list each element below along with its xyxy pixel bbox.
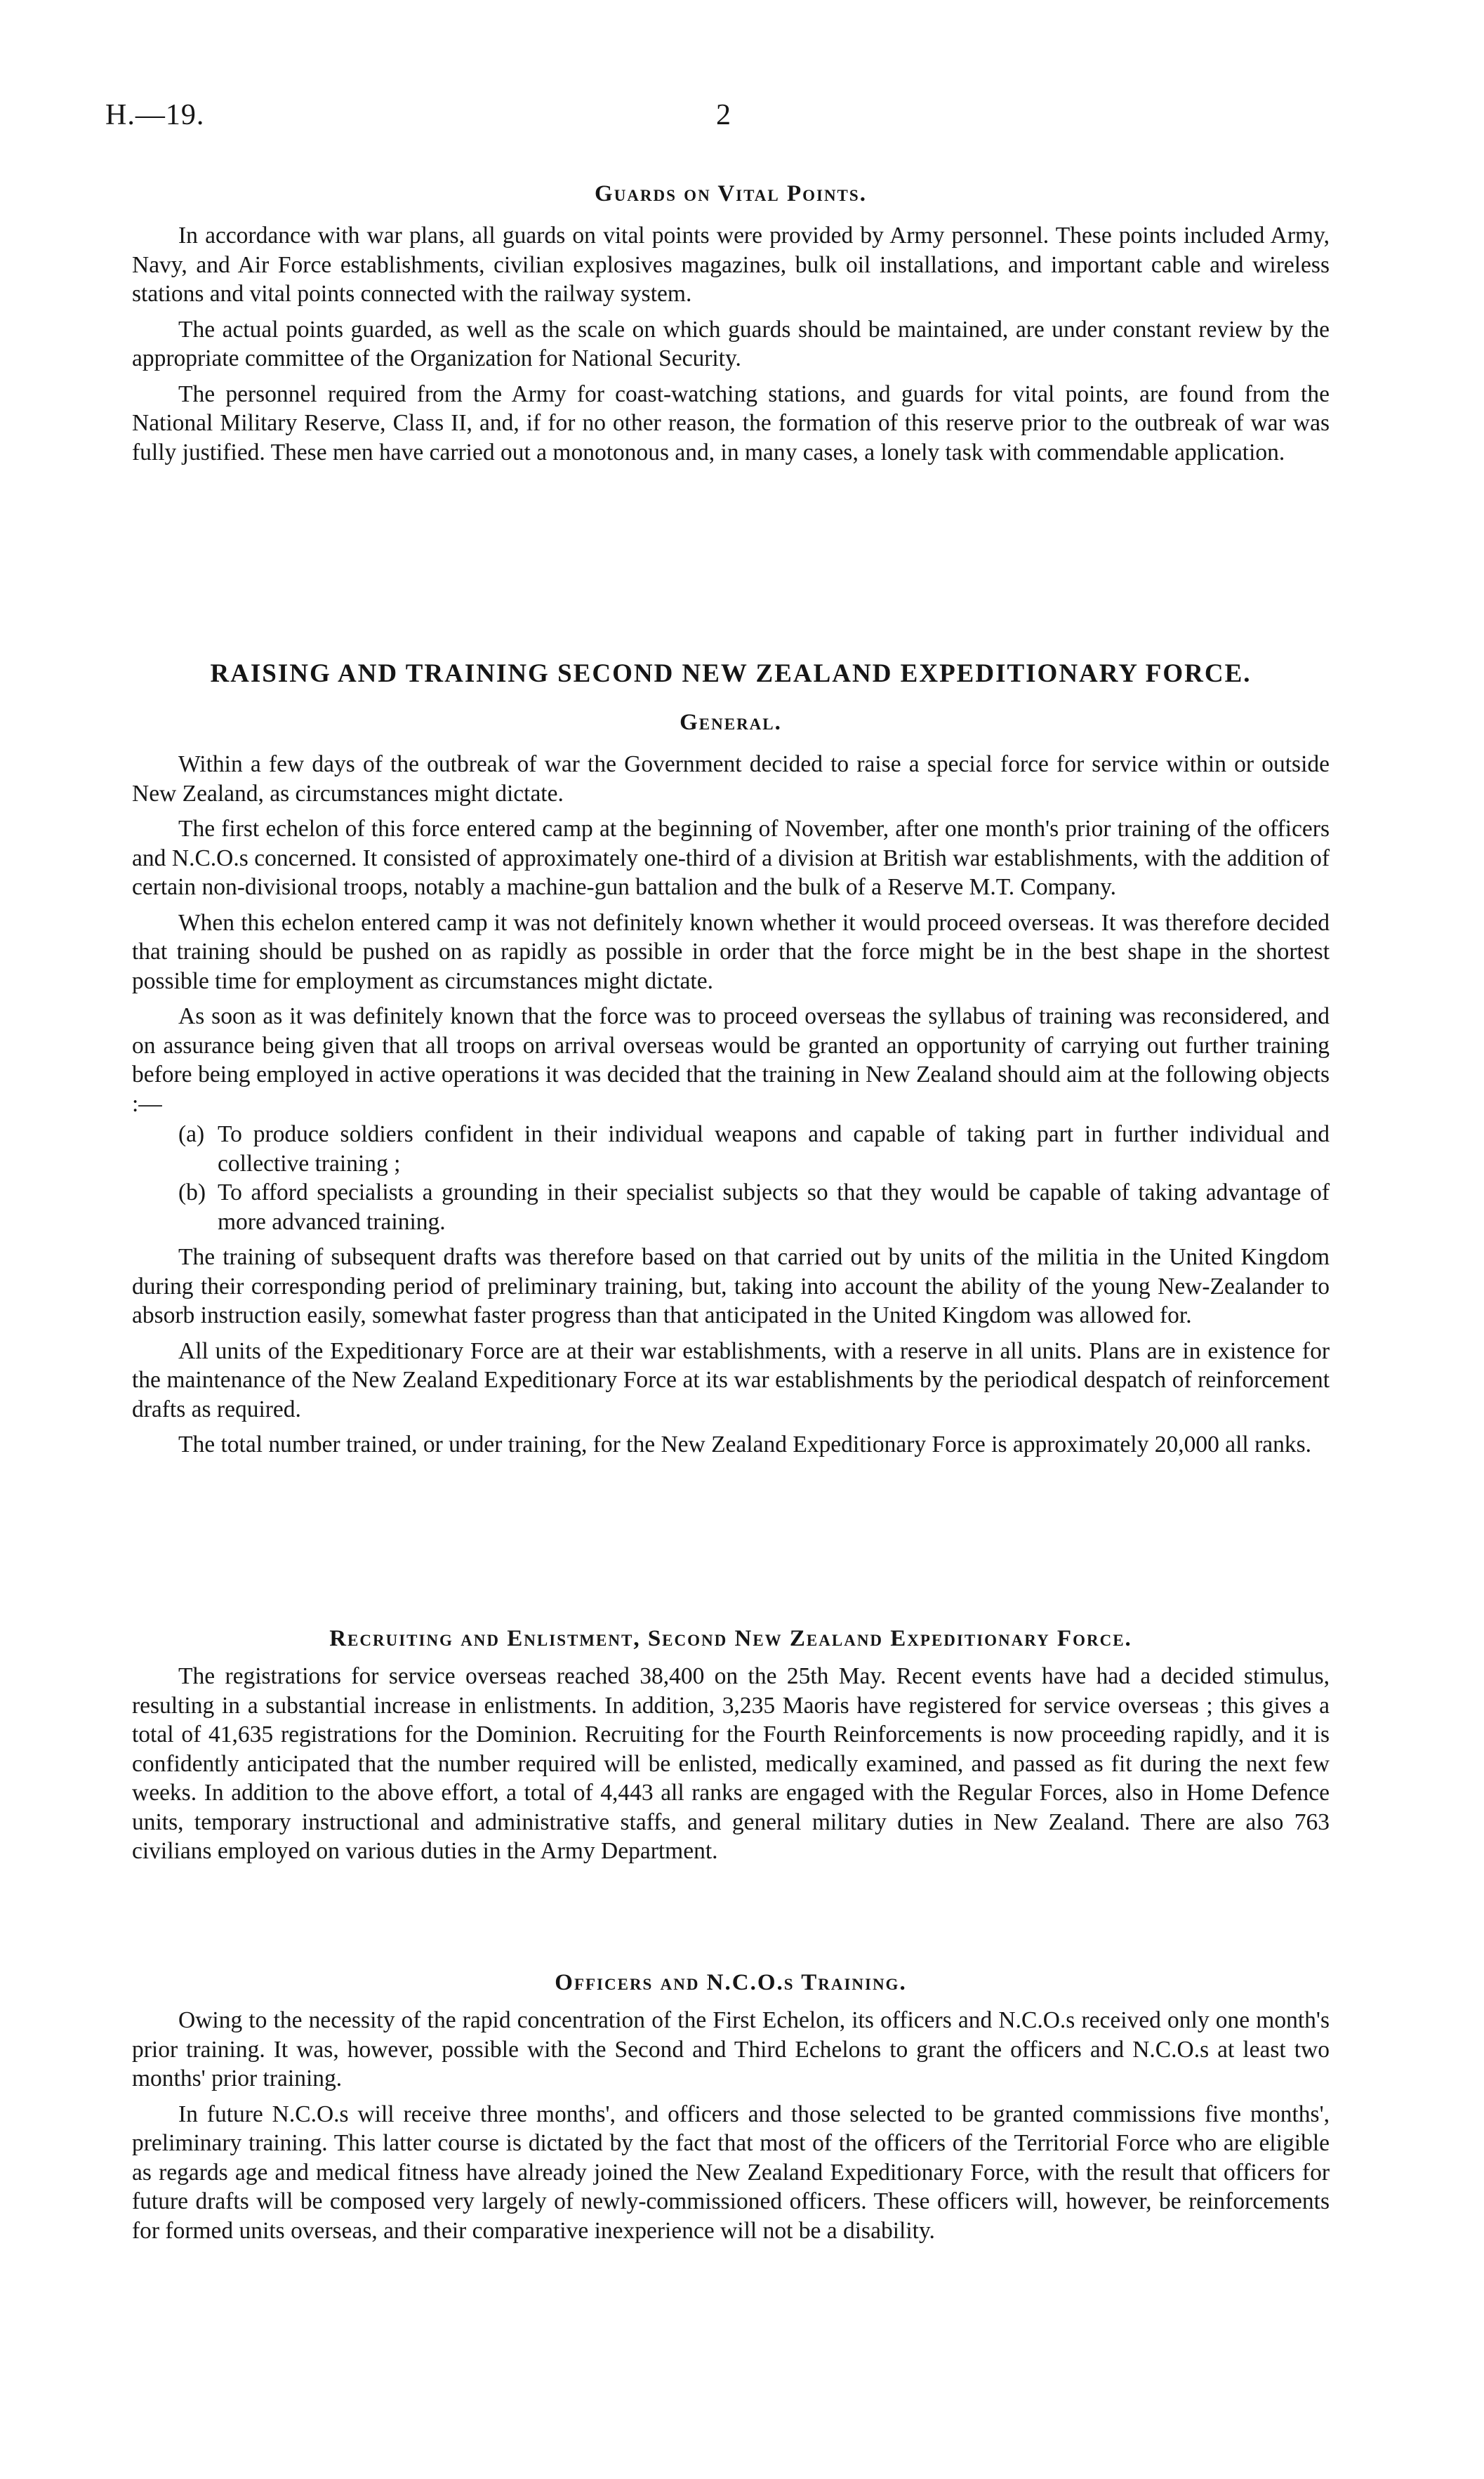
list-text: To afford specialists a grounding in their specialist subjects so that they would be capable of taking advantage of more advanced training. [218,1179,1330,1235]
objects-list-item [132,1120,1330,1178]
section-heading-guards: Guards on Vital Points. [595,181,867,206]
page-number: 2 [716,99,731,131]
section-heading-officers: Officers and N.C.O.s Training. [555,1970,907,1995]
paragraph: The registrations for service overseas reached 38,400 on the 25th May. Recent events have had a decided stimulus, resulting in a substantial increase in enlistments. In addition, 3,235 Maoris have registered for service overseas ; this gives a total of 41,635 registrations for the Dominion. Recruiting for the Fourth Reinforcements is now proceeding rapidly, and it is confidently anticipated that the number required will be enlisted, medically examined, and passed as fit during the next few weeks. In addition to the above effort, a total of 4,443 all ranks are engaged with the Regular Forces, also in Home Defence units, temporary instructional and administrative staffs, and general military duties in New Zealand. There are also 763 civilians employed on various duties in the Army Department. [132,1663,1330,1864]
paragraph: In accordance with war plans, all guards on vital points were provided by Army personnel. These points included Army, Navy, and Air Force establishments, civilian explosives magazines, bulk oil installations, and important cable and wireless stations and vital points connected with the railway system. [132,223,1330,307]
section-raising [132,659,1330,1466]
list-text: To produce soldiers confident in their individual weapons and capable of taking part in further individual and collective training ; [218,1121,1330,1177]
paragraph: The actual points guarded, as well as the scale on which guards should be maintained, are under constant review by the appropriate committee of the Organization for National Security. [132,316,1330,371]
objects-list-item [132,1178,1330,1236]
section-guards [132,181,1330,473]
paragraph: The first echelon of this force entered camp at the beginning of November, after one month's prior training of the officers and N.C.O.s concerned. It consisted of approximately one-third of a division at British war establishments, with the addition of certain non-divisional troops, notably a machine-gun battalion and the bulk of a Reserve M.T. Company. [132,816,1330,900]
paragraph: In future N.C.O.s will receive three months', and officers and those selected to be granted commissions five months', preliminary training. This latter course is dictated by the fact that most of the officers of the Territorial Force who are eligible as regards age and medical fitness have already joined the New Zealand Expeditionary Force, with the result that officers for future drafts will be composed very largely of newly-commissioned officers. These officers will, however, be reinforcements for formed units overseas, and their comparative inexperience will not be a disability. [132,2101,1330,2244]
paragraph: The training of subsequent drafts was therefore based on that carried out by units of the militia in the United Kingdom during their corresponding period of preliminary training, but, taking into account the ability of the young New-Zealander to absorb instruction easily, somewhat faster progress than that anticipated in the United Kingdom was allowed for. [132,1244,1330,1328]
paragraph: As soon as it was definitely known that the force was to proceed overseas the syllabus of training was reconsidered, and on assurance being given that all troops on arrival overseas would be granted an opportunity of carrying out further training before being employed in active operations it was decided that the training in New Zealand should aim at the following objects :— [132,1003,1330,1117]
list-label: (b) [178,1179,206,1205]
section-recruiting [132,1626,1330,1872]
paragraph: The total number trained, or under training, for the New Zealand Expeditionary Force is approximately 20,000 all ranks. [178,1432,1312,1457]
paragraph: Owing to the necessity of the rapid concentration of the First Echelon, its officers and N.C.O.s received only one month's prior training. It was, however, possible with the Second and Third Echelons to grant the officers and N.C.O.s at least two months' prior training. [132,2007,1330,2091]
section-heading-raising: RAISING AND TRAINING SECOND NEW ZEALAND EXPEDITIONARY FORCE. [210,659,1252,688]
list-label: (a) [178,1121,205,1147]
paragraph: The personnel required from the Army for coast-watching stations, and guards for vital points, are found from the National Military Reserve, Class II, and, if for no other reason, the formation of this reserve prior to the outbreak of war was fully justified. These men have carried out a monotonous and, in many cases, a lonely task with commendable application. [132,381,1330,465]
paragraph: When this echelon entered camp it was not definitely known whether it would proceed overseas. It was therefore decided that training should be pushed on as rapidly as possible in order that the force might be in the best shape in the shortest possible time for employment as circumstances might dictate. [132,909,1330,994]
paragraph: All units of the Expeditionary Force are at their war establishments, with a reserve in all units. Plans are in existence for the maintenance of the New Zealand Expeditionary Force at its war establishments by the periodical despatch of reinforcement drafts as required. [132,1337,1330,1422]
subheading-general: General. [680,710,782,735]
section-officers [132,1970,1330,2252]
document-reference: H.—19. [105,99,205,131]
section-heading-recruiting: Recruiting and Enlistment, Second New Zealand Expeditionary Force. [329,1626,1132,1651]
paragraph: Within a few days of the outbreak of war the Government decided to raise a special force for service within or outside New Zealand, as circumstances might dictate. [132,751,1330,807]
